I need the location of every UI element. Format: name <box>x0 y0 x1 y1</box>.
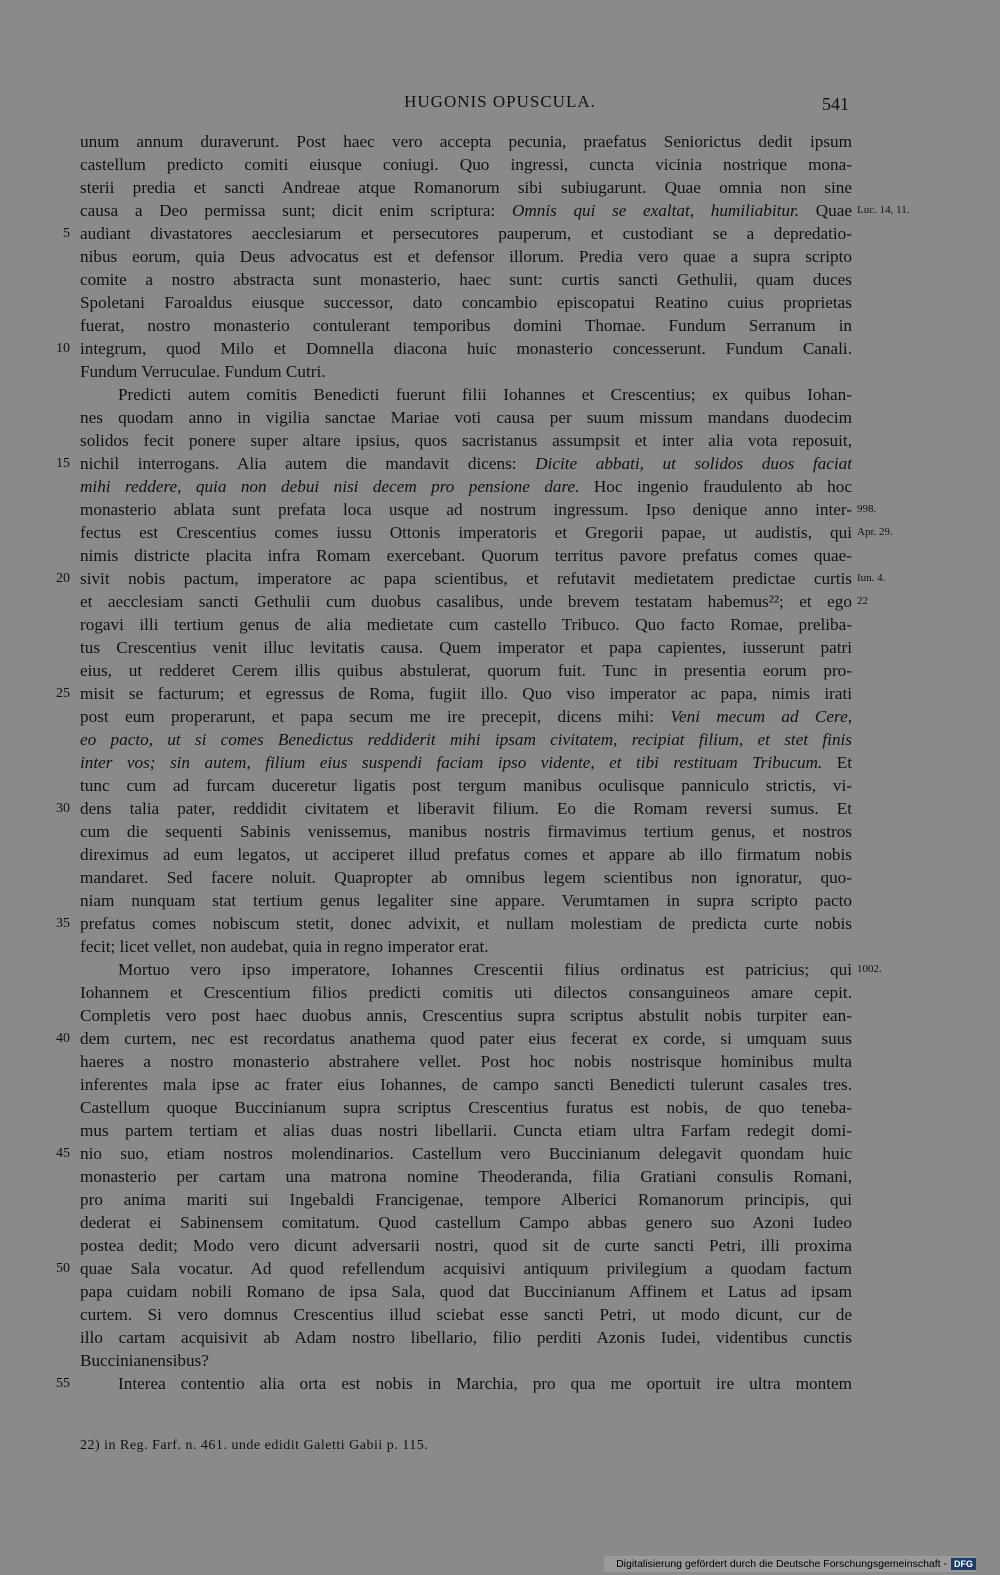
line-number: 15 <box>56 456 70 471</box>
text-line <box>80 337 852 360</box>
line-number: 50 <box>56 1261 70 1276</box>
footnote: 22) in Reg. Farf. n. 461. unde edidit Galetti Gabii p. 115. <box>80 1438 429 1453</box>
text-line <box>118 1372 852 1395</box>
page-number: 541 <box>822 94 849 114</box>
text-line <box>118 958 852 981</box>
text-segment: dens talia pater, reddidit civitatem et liberavit filium. Eo die Romam reversi sumus. Et <box>80 799 852 818</box>
text-segment: nimis districte placita infra Romam exercebant. Quorum territus pavore prefatus comes quae- <box>80 546 852 565</box>
text-line <box>80 222 852 245</box>
text-segment: monasterio ablata sunt prefata loca usque ad nostrum ingressum. Ipso denique anno inter- <box>80 500 852 519</box>
text-segment: haeres a nostro monasterio abstrahere vellet. Post hoc nobis nostrisque hominibus multa <box>80 1052 852 1071</box>
text-segment: Hoc ingenio fraudulento ab hoc <box>579 477 852 496</box>
text-segment: nes quodam anno in vigilia sanctae Mariae voti causa per suum missum mandans duodecim <box>80 408 852 427</box>
text-line <box>80 567 852 590</box>
text-line <box>80 544 852 567</box>
text-segment: tus Crescentius venit illuc levitatis causa. Quem imperator et papa capientes, iusserunt patri <box>80 638 852 657</box>
margin-reference: 22 <box>857 595 868 607</box>
text-line <box>80 590 852 613</box>
text-line <box>80 199 852 222</box>
running-head: HUGONIS OPUSCULA. <box>404 92 596 111</box>
text-segment: misit se facturum; et egressus de Roma, fugiit illo. Quo viso imperator ac papa, nimis irati <box>80 684 852 703</box>
text-segment: illo cartam acquisivit ab Adam nostro libellario, filio perditi Azonis Iudei, videntibus cunctis <box>80 1328 852 1347</box>
text-segment: solidos fecit ponere super altare ipsius, quos sacristanus assumpsit et inter alia vota reposuit, <box>80 431 852 450</box>
text-segment: inferentes mala ipse ac frater eius Iohannes, de campo sancti Benedicti tulerunt casales tres. <box>80 1075 852 1094</box>
text-segment: postea dedit; Modo vero dicunt adversarii nostri, quod sit de curte sancti Petri, illi proxima <box>80 1236 852 1255</box>
line-number: 30 <box>56 801 70 816</box>
text-line <box>80 705 852 728</box>
text-line <box>80 1211 852 1234</box>
text-segment: castellum predicto comiti eiusque coniugi. Quo ingressi, cuncta vicinia nostrique mona- <box>80 155 852 174</box>
text-line <box>80 820 852 843</box>
text-segment: pro anima mariti sui Ingebaldi Francigenae, tempore Alberici Romanorum principis, qui <box>80 1190 852 1209</box>
text-line <box>80 659 852 682</box>
text-line <box>80 1349 852 1372</box>
text-line <box>80 521 852 544</box>
text-line <box>80 1119 852 1142</box>
line-number: 5 <box>63 226 70 241</box>
text-line <box>80 1326 852 1349</box>
text-segment: post eum properarunt, et papa secum me ire precepit, dicens mihi: <box>80 707 671 726</box>
text-segment: nio suo, etiam nostros molendinarios. Castellum vero Buccinianum delegavit quondam huic <box>80 1144 852 1163</box>
text-segment: comite a nostro abstracta sunt monasterio, haec sunt: curtis sancti Gethulii, quam duces <box>80 270 852 289</box>
text-line <box>80 452 852 475</box>
text-line <box>80 406 852 429</box>
text-line <box>80 1096 852 1119</box>
text-segment: Mortuo vero ipso imperatore, Iohannes Crescentii filius ordinatus est patricius; qui <box>118 960 852 979</box>
text-segment: sivit nobis pactum, imperatore ac papa scientibus, et refutavit medietatem predictae curtis <box>80 569 852 588</box>
text-segment: Et <box>822 753 852 772</box>
text-line <box>80 1165 852 1188</box>
italic-quote: Dicite abbati, ut solidos duos faciat <box>535 454 852 473</box>
line-number: 20 <box>56 571 70 586</box>
text-segment: Completis vero post haec duobus annis, Crescentius supra scriptus abstulit nobis turpiter ean- <box>80 1006 852 1025</box>
text-segment: fectus est Crescentius comes iussu Ottonis imperatoris et Gregorii papae, ut audistis, qui <box>80 523 852 542</box>
digitization-credit <box>604 1556 976 1572</box>
text-line <box>80 682 852 705</box>
text-line <box>80 1142 852 1165</box>
text-segment: dem curtem, nec est recordatus anathema quod pater eius fecerat ex corde, si umquam suus <box>80 1029 852 1048</box>
italic-quote: eo pacto, ut si comes Benedictus reddiderit mihi ipsam civitatem, recipiat filium, et stet finis <box>80 730 852 749</box>
text-segment: audiant divastatores aecclesiarum et persecutores pauperum, et custodiant se a depredatio- <box>80 224 852 243</box>
text-segment: nibus eorum, quia Deus advocatus est et defensor illorum. Predia vero quae a supra scripto <box>80 247 852 266</box>
line-number: 35 <box>56 916 70 931</box>
text-line <box>80 475 852 498</box>
text-line <box>80 314 852 337</box>
text-segment: cum die sequenti Sabinis venissemus, manibus nostris firmavimus tertium genus, et nostros <box>80 822 852 841</box>
text-segment: fecit; licet vellet, non audebat, quia in regno imperator erat. <box>80 937 489 956</box>
italic-quote: Omnis qui se exaltat, humiliabitur. <box>511 201 800 220</box>
text-line <box>80 889 852 912</box>
text-line <box>118 383 852 406</box>
text-line <box>80 843 852 866</box>
text-line <box>80 268 852 291</box>
italic-quote: Veni mecum ad Cere, <box>670 707 852 726</box>
line-number: 10 <box>56 341 70 356</box>
text-segment: mus partem tertiam et alias duas nostri libellarii. Cuncta etiam ultra Farfam redegit domi- <box>80 1121 852 1140</box>
text-line <box>80 1027 852 1050</box>
text-segment: Castellum quoque Buccinianum supra scriptus Crescentius furatus est nobis, de quo teneba- <box>80 1098 852 1117</box>
text-segment: curtem. Si vero domnus Crescentius illud sciebat esse sancti Petri, ut modo dicunt, cur de <box>80 1305 852 1324</box>
text-segment: niam nunquam stat tertium genus legaliter sine appare. Verumtamen in supra scripto pacto <box>80 891 852 910</box>
text-segment: Quae <box>799 201 852 220</box>
text-line <box>80 245 852 268</box>
dfg-logo-icon: DFG <box>951 1558 976 1570</box>
text-segment: mandaret. Sed facere noluit. Quapropter ab omnibus legem scientibus non ignoratur, quo- <box>80 868 852 887</box>
text-line <box>80 935 852 958</box>
margin-reference: Luc. 14, 11. <box>857 204 910 216</box>
text-segment: tunc cum ad furcam duceretur ligatis post tergum manibus oculisque panniculo strictis, vi- <box>80 776 852 795</box>
text-line <box>80 1073 852 1096</box>
text-segment: papa cuidam nobili Romano de ipsa Sala, quod dat Buccinianum Affinem et Latus ad ipsam <box>80 1282 852 1301</box>
text-segment: sterii predia et sancti Andreae atque Romanorum sibi subiugarunt. Quae omnia non sine <box>80 178 852 197</box>
text-segment: Fundum Verruculae. Fundum Cutri. <box>80 362 326 381</box>
text-segment: Iohannem et Crescentium filios predicti comitis uti dilectos consanguineos amare cepit. <box>80 983 852 1002</box>
margin-reference: Iun. 4. <box>857 572 886 584</box>
text-line <box>80 636 852 659</box>
text-segment: prefatus comes nobiscum stetit, donec advixit, et nullam molestiam de predicta curte nobis <box>80 914 852 933</box>
italic-quote: inter vos; sin autem, filium eius suspendi faciam ipso vidente, et tibi restituam Tribucum. <box>80 753 823 772</box>
text-line <box>80 613 852 636</box>
text-line <box>80 429 852 452</box>
text-segment: et aecclesiam sancti Gethulii cum duobus casalibus, unde brevem testatam habemus²²; et ego <box>80 592 852 611</box>
margin-reference: Apr. 29. <box>857 526 893 538</box>
text-segment: nichil interrogans. Alia autem die mandavit dicens: <box>80 454 536 473</box>
text-segment: quae Sala vocatur. Ad quod refellendum acquisivi antiquum privilegium a quodam factum <box>80 1259 852 1278</box>
text-line <box>80 1050 852 1073</box>
text-segment: monasterio per cartam una matrona nomine Theoderanda, filia Gratiani consulis Romani, <box>80 1167 852 1186</box>
text-segment: direximus ad eum legatos, ut acciperet illud prefatus comes et appare ab illo firmatum nobis <box>80 845 852 864</box>
text-line <box>80 866 852 889</box>
text-line <box>80 1188 852 1211</box>
text-line <box>80 797 852 820</box>
text-line <box>80 360 852 383</box>
text-line <box>80 130 852 153</box>
text-line <box>80 1234 852 1257</box>
credit-text: Digitalisierung gefördert durch die Deutsche Forschungsgemeinschaft - <box>616 1558 947 1570</box>
text-segment: unum annum duraverunt. Post haec vero accepta pecunia, praefatus Seniorictus dedit ipsum <box>80 132 852 151</box>
italic-quote: mihi reddere, quia non debui nisi decem pro pensione dare. <box>80 477 580 496</box>
margin-reference: 1002. <box>857 963 882 975</box>
text-line <box>80 981 852 1004</box>
text-segment: integrum, quod Milo et Domnella diacona huic monasterio concesserunt. Fundum Canali. <box>80 339 852 358</box>
line-number: 55 <box>56 1376 70 1391</box>
text-line <box>80 774 852 797</box>
margin-reference: 998. <box>857 503 877 515</box>
text-segment: Spoletani Faroaldus eiusque successor, dato concambio episcopatui Reatino cuius proprietas <box>80 293 852 312</box>
text-line <box>80 728 852 751</box>
line-number: 45 <box>56 1146 70 1161</box>
text-segment: dederat ei Sabinensem comitatum. Quod castellum Campo abbas genero suo Azoni Iudeo <box>80 1213 852 1232</box>
text-line <box>80 498 852 521</box>
text-segment: Buccinianensibus? <box>80 1351 209 1370</box>
text-line <box>80 1257 852 1280</box>
text-segment: eius, ut redderet Cerem illis quibus abstulerat, quorum fuit. Tunc in presentia eorum pro- <box>80 661 852 680</box>
text-line <box>80 1004 852 1027</box>
text-segment: fuerat, nostro monasterio contulerant temporibus domini Thomae. Fundum Serranum in <box>80 316 852 335</box>
text-segment: causa a Deo permissa sunt; dicit enim scriptura: <box>80 201 512 220</box>
text-line <box>80 153 852 176</box>
line-number: 40 <box>56 1031 70 1046</box>
line-number: 25 <box>56 686 70 701</box>
text-segment: rogavi illi tertium genus de alia medietate cum castello Tribuco. Quo facto Romae, preliba- <box>80 615 852 634</box>
text-line <box>80 751 852 774</box>
text-line <box>80 176 852 199</box>
text-line <box>80 291 852 314</box>
text-line <box>80 1303 852 1326</box>
text-segment: Predicti autem comitis Benedicti fuerunt filii Iohannes et Crescentius; ex quibus Iohan- <box>118 385 852 404</box>
text-line <box>80 912 852 935</box>
text-segment: Interea contentio alia orta est nobis in Marchia, pro qua me oportuit ire ultra montem <box>118 1374 852 1393</box>
text-line <box>80 1280 852 1303</box>
